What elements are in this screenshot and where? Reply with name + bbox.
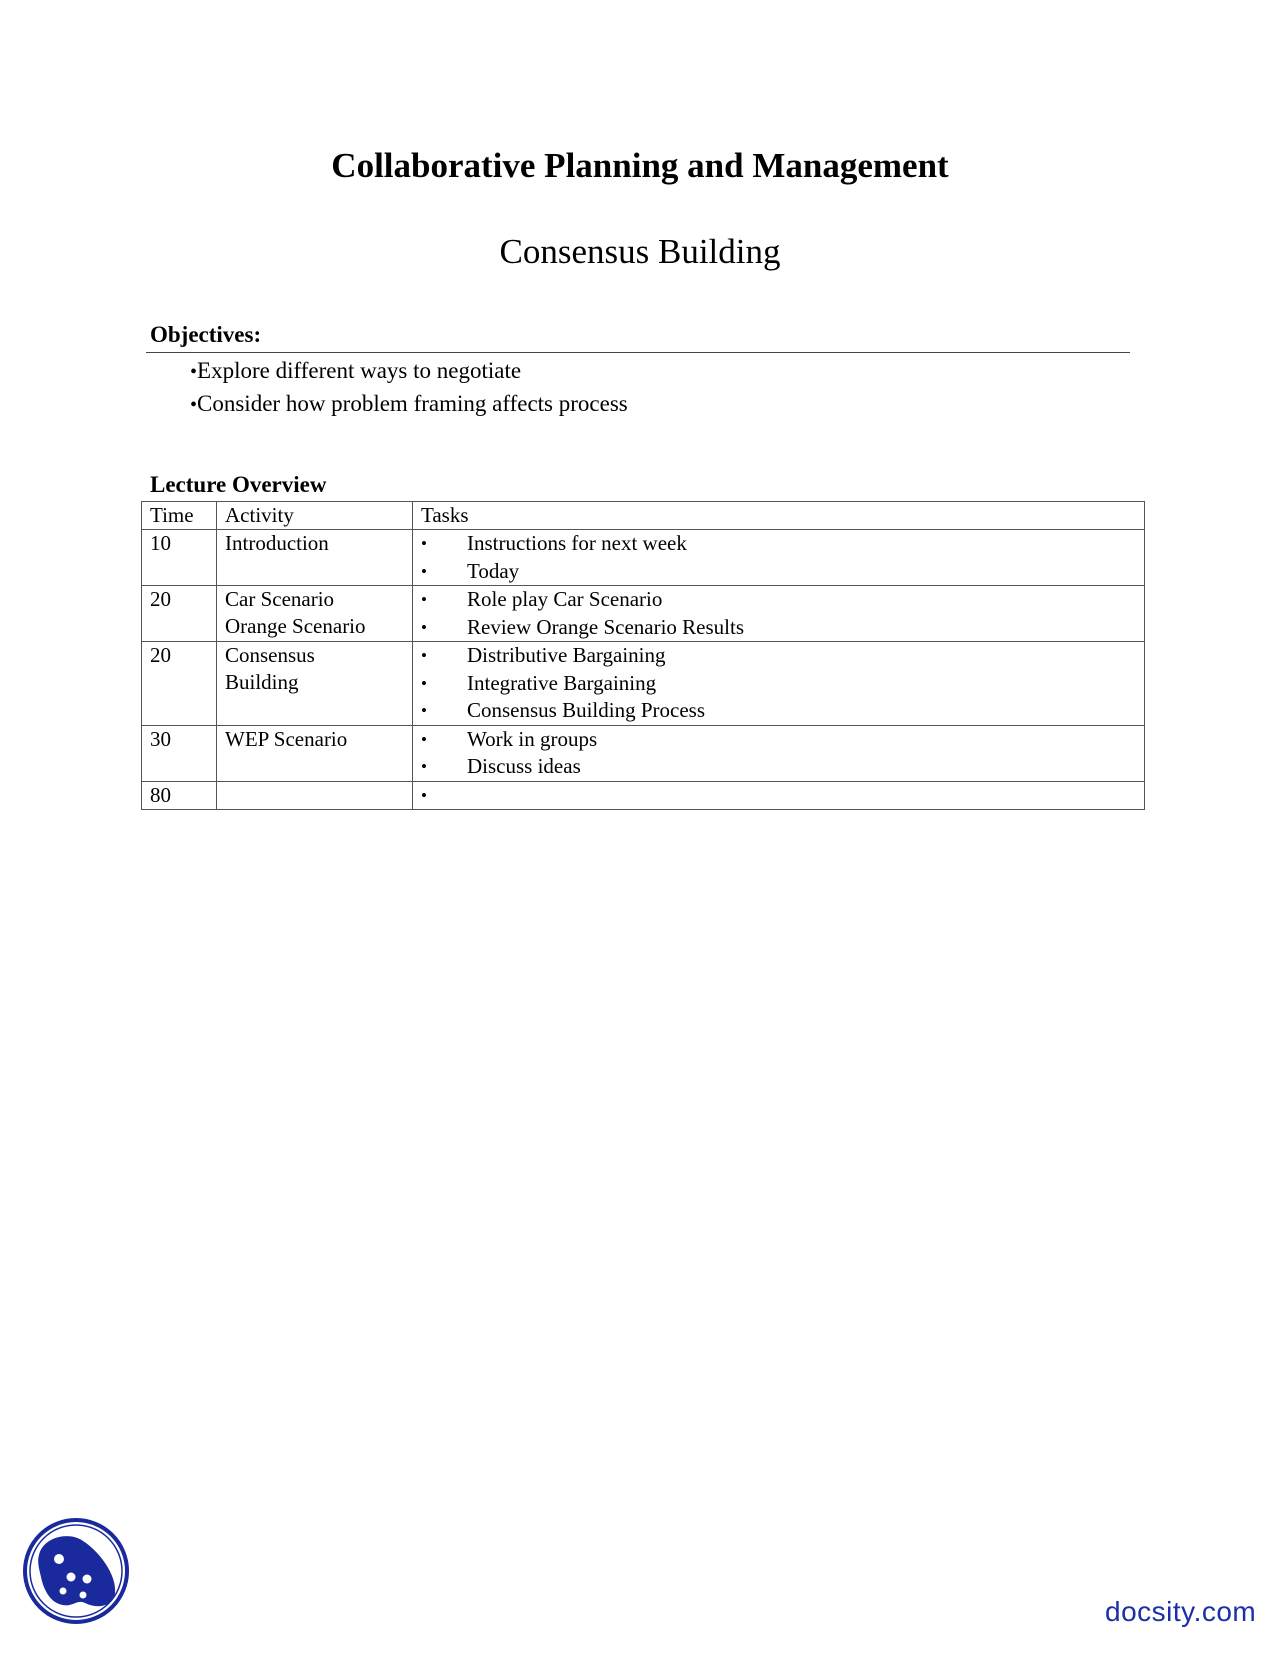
bullet-icon: •	[421, 617, 427, 637]
bullet-icon: •	[421, 534, 427, 553]
activity-cell: WEP Scenario	[217, 725, 413, 781]
time-cell: 10	[142, 530, 217, 586]
document-title: Collaborative Planning and Management	[331, 146, 949, 185]
lecture-overview-heading: Lecture Overview	[150, 472, 327, 497]
task-item	[421, 586, 1136, 614]
time-cell: 80	[142, 781, 217, 810]
bullet-icon: •	[190, 394, 198, 416]
task-text: Work in groups	[467, 726, 598, 751]
objectives-heading: Objectives:	[150, 322, 262, 347]
column-header-tasks: Tasks	[413, 502, 1145, 530]
table-header-row	[142, 502, 1145, 530]
task-item	[421, 614, 1136, 642]
table-row	[142, 781, 1145, 810]
table-row	[142, 586, 1145, 642]
task-item	[421, 726, 1136, 754]
task-item	[421, 530, 1136, 558]
objective-item	[190, 388, 628, 421]
docsity-brand-link[interactable]: docsity.com	[1105, 1596, 1257, 1627]
column-header-time: Time	[142, 502, 217, 530]
task-item	[421, 782, 1136, 810]
objectives-list	[190, 355, 628, 421]
time-cell: 20	[142, 642, 217, 726]
lecture-overview-table	[141, 501, 1145, 810]
objective-text: Consider how problem framing affects process	[197, 391, 628, 416]
bullet-icon: •	[421, 757, 427, 776]
tasks-cell	[413, 725, 1145, 781]
bullet-icon: •	[421, 673, 427, 693]
bullet-icon: •	[421, 590, 427, 609]
activity-cell: Introduction	[217, 530, 413, 586]
bullet-icon: •	[421, 646, 427, 665]
task-text: Review Orange Scenario Results	[467, 614, 745, 639]
table-row	[142, 725, 1145, 781]
task-text: Role play Car Scenario	[467, 587, 663, 611]
activity-cell: Car Scenario Orange Scenario	[217, 586, 413, 642]
tasks-cell	[413, 642, 1145, 726]
task-text: Instructions for next week	[467, 531, 687, 555]
task-item	[421, 697, 1136, 725]
task-item	[421, 642, 1136, 670]
objective-item	[190, 355, 628, 388]
bullet-icon: •	[421, 561, 427, 581]
task-text: Discuss ideas	[467, 754, 581, 778]
time-cell: 30	[142, 725, 217, 781]
bullet-icon: •	[421, 785, 427, 805]
activity-cell: Consensus Building	[217, 642, 413, 726]
tasks-cell	[413, 586, 1145, 642]
objective-text: Explore different ways to negotiate	[197, 358, 522, 383]
document-subtitle: Consensus Building	[499, 232, 781, 271]
task-text: Integrative Bargaining	[467, 670, 657, 695]
column-header-activity: Activity	[217, 502, 413, 530]
objectives-divider	[146, 352, 1130, 353]
task-item	[421, 558, 1136, 586]
tasks-cell	[413, 530, 1145, 586]
bullet-icon: •	[421, 701, 427, 720]
bullet-icon: •	[421, 729, 427, 749]
docsity-logo-icon[interactable]	[21, 1515, 131, 1627]
task-text: Consensus Building Process	[467, 698, 706, 722]
activity-cell	[217, 781, 413, 810]
task-text: Today	[467, 558, 520, 583]
table-row	[142, 530, 1145, 586]
table-row	[142, 642, 1145, 726]
task-item	[421, 670, 1136, 698]
tasks-cell	[413, 781, 1145, 810]
task-item	[421, 753, 1136, 781]
bullet-icon: •	[190, 361, 198, 383]
task-text: Distributive Bargaining	[467, 643, 666, 667]
time-cell: 20	[142, 586, 217, 642]
